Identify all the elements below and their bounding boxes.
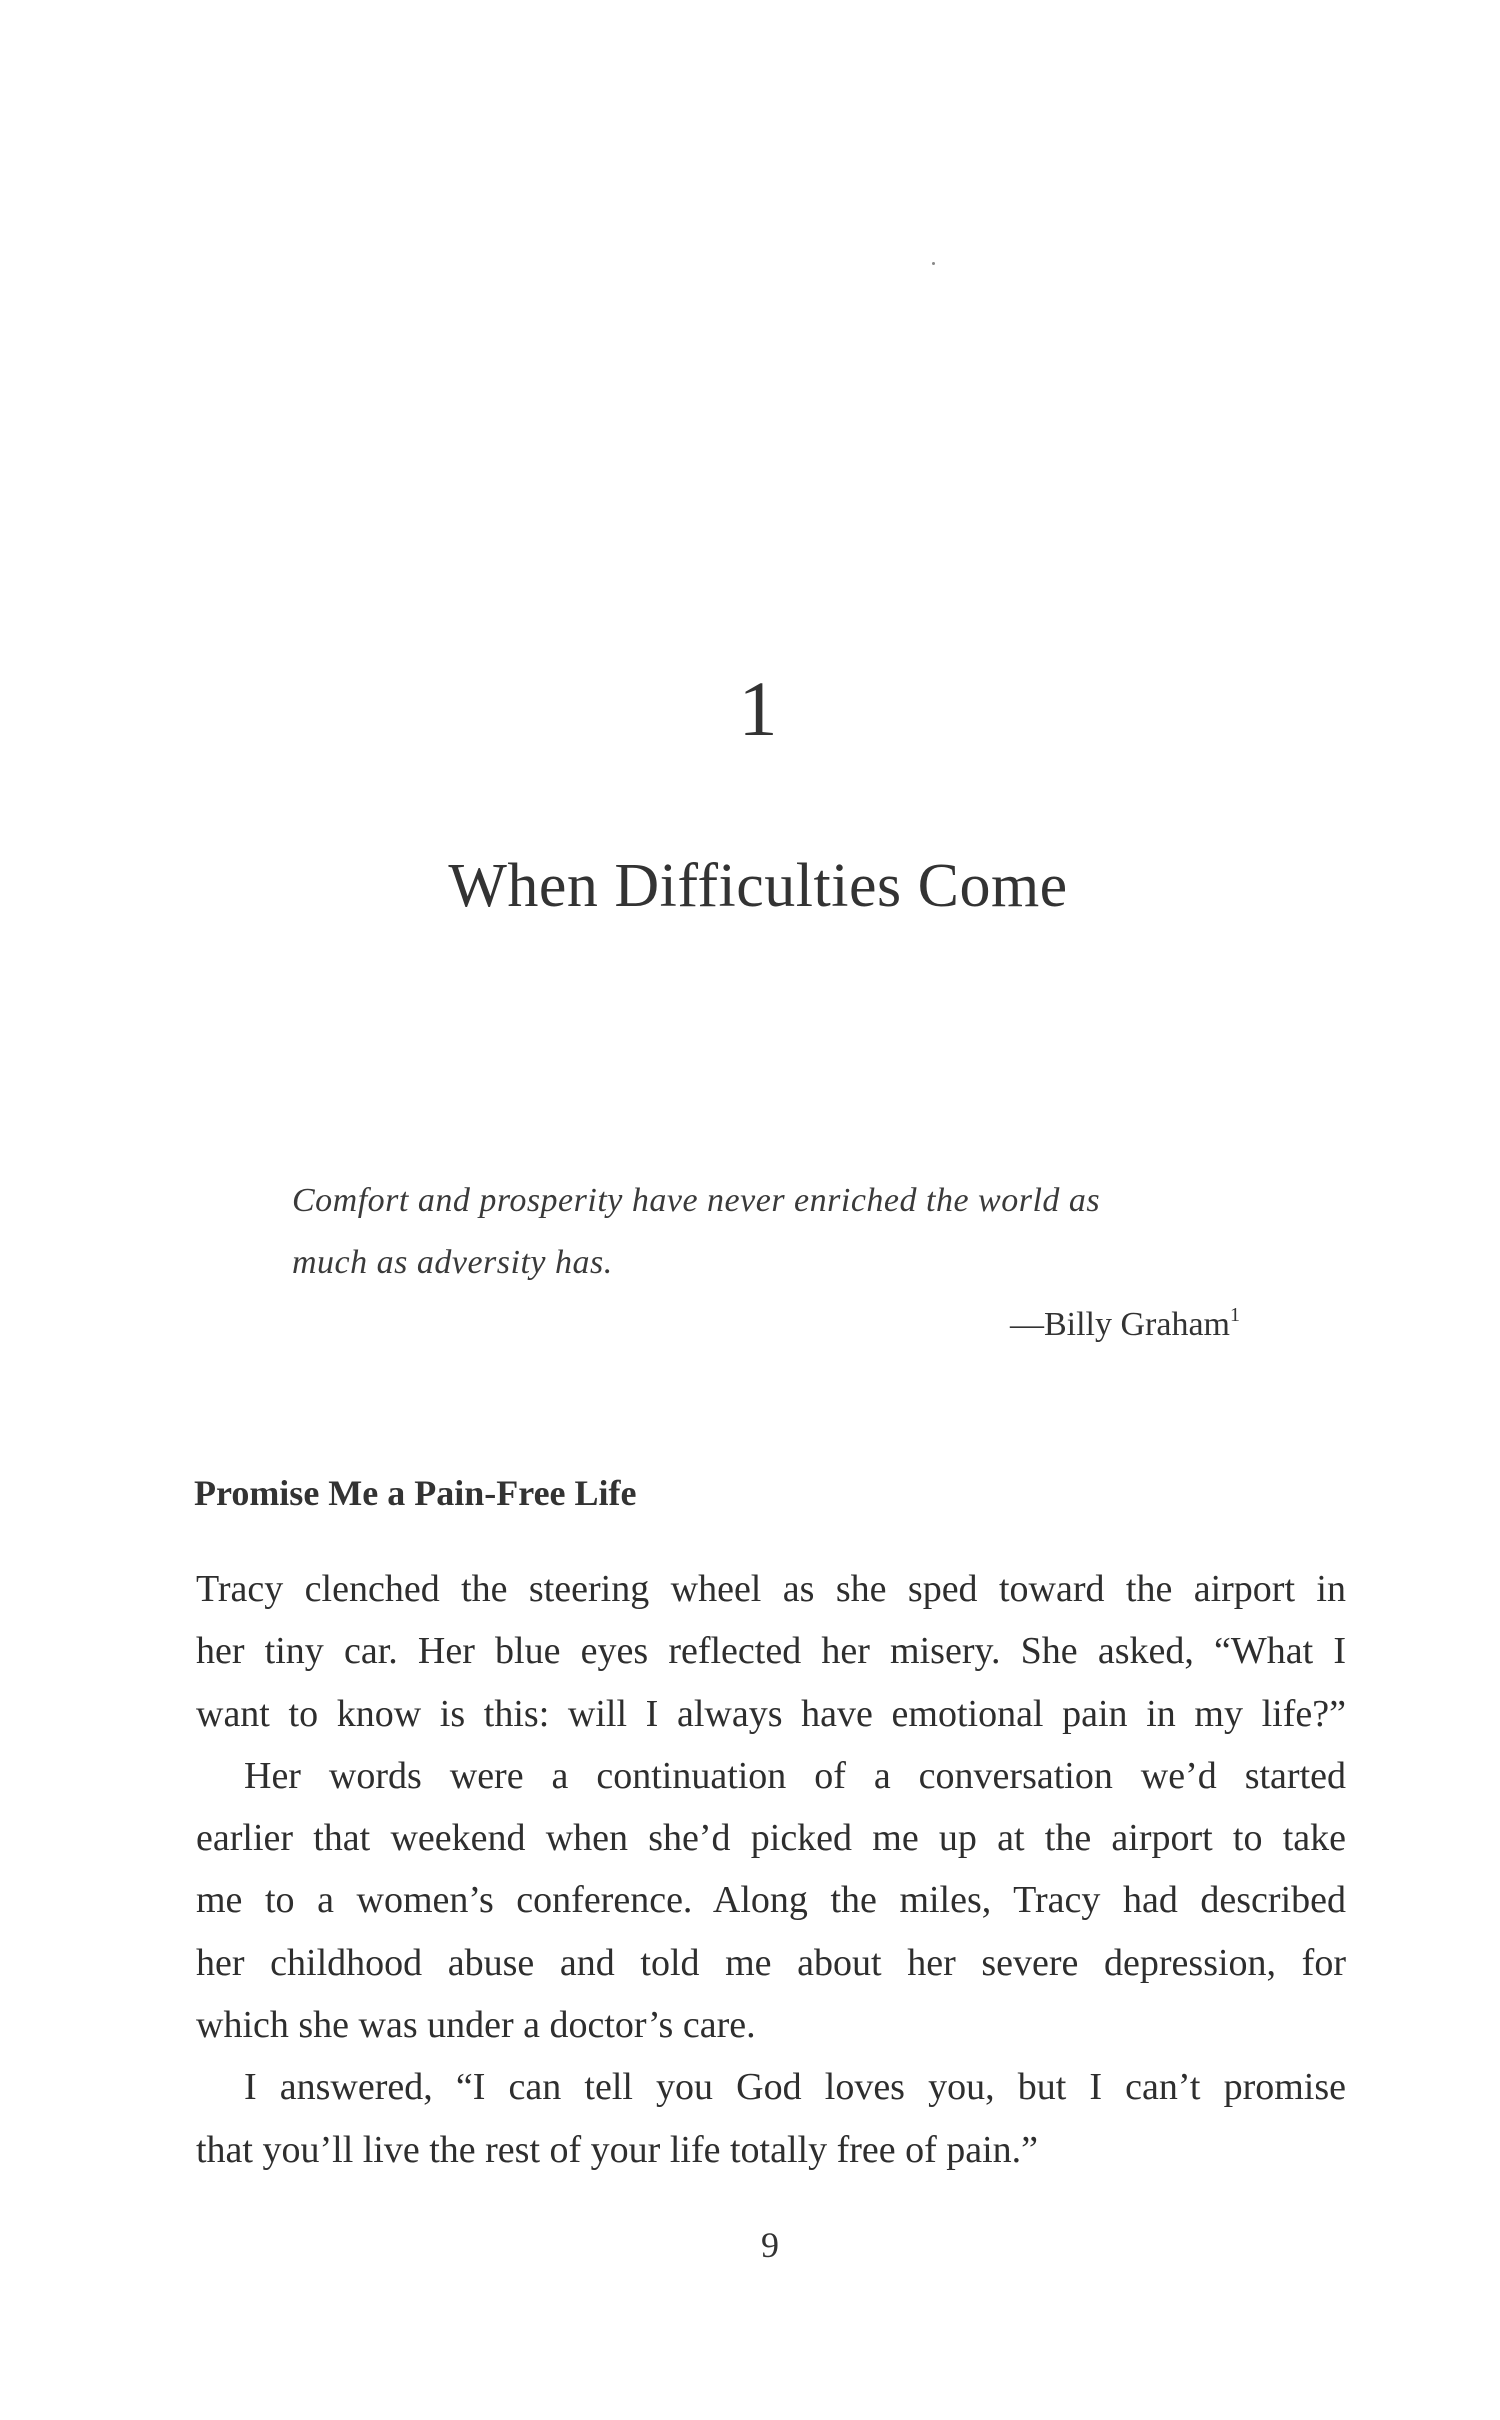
body-line: earlier that weekend when she’d picked me up at the airport to take <box>196 1817 1346 1860</box>
body-line: that you’ll live the rest of your life totally free of pain.” <box>196 2128 1039 2171</box>
footnote-marker[interactable]: 1 <box>1230 1304 1240 1326</box>
body-line: Tracy clenched the steering wheel as she sped toward the airport in <box>196 1568 1346 1610</box>
attribution-name: —Billy Graham <box>1009 1306 1230 1343</box>
epigraph-line: much as adversity has. <box>292 1244 613 1281</box>
scan-speck <box>932 262 935 265</box>
page-number: 9 <box>761 2225 779 2265</box>
body-line: Her words were a continuation of a conversation we’d started <box>244 1754 1346 1797</box>
epigraph-quote <box>292 1170 1252 1294</box>
chapter-number: 1 <box>738 665 778 752</box>
body-line: her childhood abuse and told me about her severe depression, for <box>196 1941 1346 1984</box>
chapter-title: When Difficulties Come <box>448 852 1068 920</box>
epigraph-attribution <box>1010 1300 1240 1350</box>
body-line: her tiny car. Her blue eyes reflected her misery. She asked, “What I <box>196 1630 1346 1673</box>
epigraph-line: Comfort and prosperity have never enriched the world as <box>292 1182 1101 1219</box>
body-line: I answered, “I can tell you God loves you, but I can’t promise <box>244 2066 1346 2109</box>
body-line: me to a women’s conference. Along the miles, Tracy had described <box>196 1879 1346 1922</box>
body-line: which she was under a doctor’s care. <box>196 2004 756 2047</box>
body-text <box>196 1558 1346 2181</box>
section-heading: Promise Me a Pain-Free Life <box>194 1473 637 1513</box>
body-line: want to know is this: will I always have emotional pain in my life?” <box>196 1692 1346 1735</box>
